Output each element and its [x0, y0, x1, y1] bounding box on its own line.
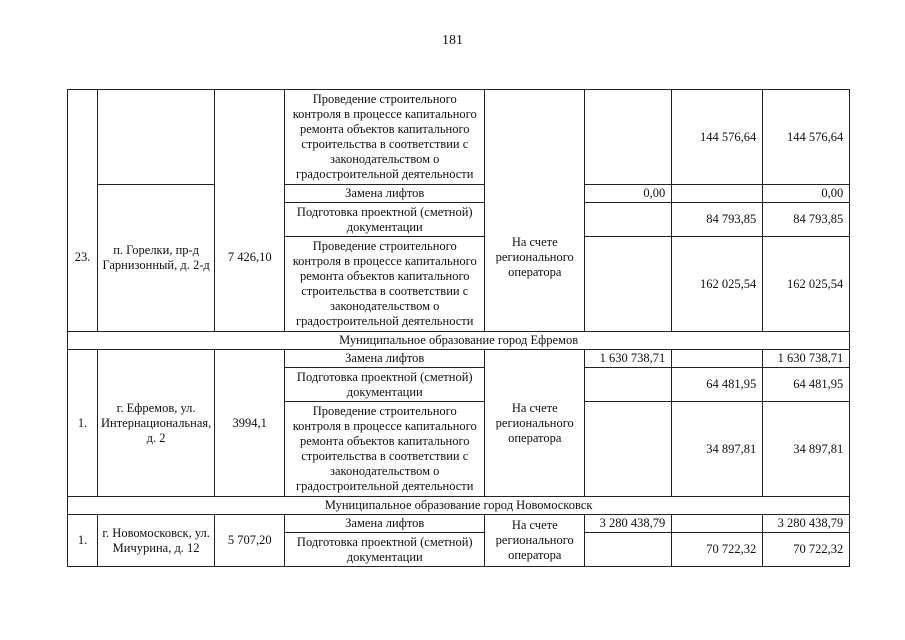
value-col2-cell: 34 897,81	[672, 402, 763, 497]
address-cell: г. Новомосковск, ул. Мичурина, д. 12	[98, 515, 215, 567]
table-row	[68, 350, 850, 368]
value-col2-cell: 144 576,64	[672, 90, 763, 185]
value-col1-cell: 0,00	[585, 185, 672, 203]
value-col1-cell: 3 280 438,79	[585, 515, 672, 533]
section-header-row	[68, 497, 850, 515]
total-cell: 70 722,32	[763, 533, 850, 567]
section-title: Муниципальное образование город Ефремов	[68, 332, 850, 350]
table-row	[68, 515, 850, 533]
area-cell: 5 707,20	[215, 515, 285, 567]
section-title: Муниципальное образование город Новомосковск	[68, 497, 850, 515]
work-name-cell: Подготовка проектной (сметной) документации	[285, 533, 485, 567]
row-number: 1.	[68, 515, 98, 567]
work-name-cell: Подготовка проектной (сметной) документации	[285, 368, 485, 402]
funding-cell: На счете регионального оператора	[485, 185, 585, 332]
table-row	[68, 185, 850, 203]
total-cell: 34 897,81	[763, 402, 850, 497]
total-cell: 0,00	[763, 185, 850, 203]
row-number: 23.	[68, 185, 98, 332]
work-name-cell: Замена лифтов	[285, 185, 485, 203]
total-cell: 1 630 738,71	[763, 350, 850, 368]
address-cell: г. Ефремов, ул. Интернациональная, д. 2	[98, 350, 215, 497]
value-col2-cell	[672, 185, 763, 203]
value-col1-cell	[585, 402, 672, 497]
work-name-cell: Замена лифтов	[285, 515, 485, 533]
area-cell: 3994,1	[215, 350, 285, 497]
work-name-cell: Проведение строительного контроля в процессе капитального ремонта объектов капитального строительства в соответствии с законодательством о градостроительной деятельности	[285, 237, 485, 332]
section-header-row	[68, 332, 850, 350]
value-col2-cell: 84 793,85	[672, 203, 763, 237]
value-col1-cell	[585, 90, 672, 185]
work-name-cell: Проведение строительного контроля в процессе капитального ремонта объектов капитального строительства в соответствии с законодательством о градостроительной деятельности	[285, 402, 485, 497]
value-col2-cell: 70 722,32	[672, 533, 763, 567]
funding-cell: На счете регионального оператора	[485, 350, 585, 497]
total-cell: 64 481,95	[763, 368, 850, 402]
total-cell: 84 793,85	[763, 203, 850, 237]
value-col1-cell	[585, 203, 672, 237]
work-name-cell: Замена лифтов	[285, 350, 485, 368]
table-row	[68, 90, 850, 185]
work-name-cell: Проведение строительного контроля в процессе капитального ремонта объектов капитального строительства в соответствии с законодательством о градостроительной деятельности	[285, 90, 485, 185]
area-cell	[215, 90, 285, 185]
capital-repair-table	[67, 89, 850, 567]
num-cell	[68, 90, 98, 185]
value-col2-cell: 162 025,54	[672, 237, 763, 332]
value-col2-cell: 64 481,95	[672, 368, 763, 402]
value-col1-cell	[585, 368, 672, 402]
value-col1-cell: 1 630 738,71	[585, 350, 672, 368]
total-cell: 3 280 438,79	[763, 515, 850, 533]
value-col1-cell	[585, 533, 672, 567]
value-col1-cell	[585, 237, 672, 332]
value-col2-cell	[672, 350, 763, 368]
funding-cell: На счете регионального оператора	[485, 515, 585, 567]
address-cell	[98, 90, 215, 185]
total-cell: 144 576,64	[763, 90, 850, 185]
address-cell: п. Горелки, пр-д Гарнизонный, д. 2-д	[98, 185, 215, 332]
work-name-cell: Подготовка проектной (сметной) документации	[285, 203, 485, 237]
value-col2-cell	[672, 515, 763, 533]
row-number: 1.	[68, 350, 98, 497]
area-cell: 7 426,10	[215, 185, 285, 332]
funding-cell	[485, 90, 585, 185]
page-number: 181	[442, 33, 463, 48]
total-cell: 162 025,54	[763, 237, 850, 332]
